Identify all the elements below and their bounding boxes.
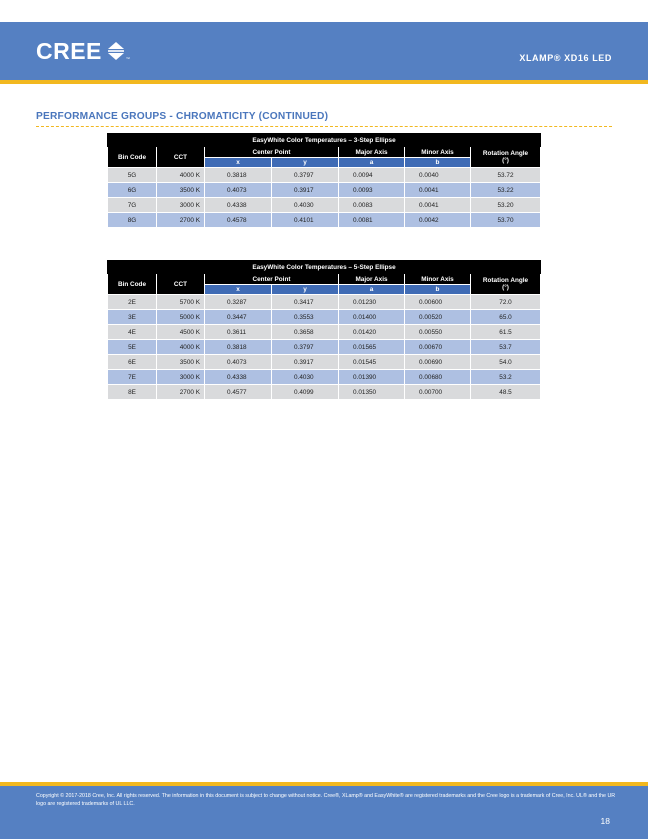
cct-cell: 3500 K [157,183,205,198]
three-step-ellipse-table [107,133,541,228]
bin-code-header: Bin Code [108,147,157,168]
bin-code-cell: 5G [108,168,157,183]
x-cell: 0.3287 [205,295,272,310]
header-accent-stripe [0,80,648,84]
a-header: a [339,285,405,295]
logo-trademark: ™ [125,56,130,61]
a-cell: 0.0083 [339,198,405,213]
cct-cell: 4500 K [157,325,205,340]
a-cell: 0.01545 [339,355,405,370]
rotation-angle-cell: 53.2 [471,370,541,385]
b-header: b [405,158,471,168]
bin-code-cell: 2E [108,295,157,310]
a-cell: 0.01230 [339,295,405,310]
y-cell: 0.3797 [272,340,339,355]
x-cell: 0.3818 [205,340,272,355]
rotation-angle-cell: 65.0 [471,310,541,325]
table-row [108,385,541,400]
five-step-ellipse-table [107,260,541,400]
y-cell: 0.4099 [272,385,339,400]
table-row [108,183,541,198]
x-cell: 0.3611 [205,325,272,340]
a-cell: 0.01565 [339,340,405,355]
table-row [108,198,541,213]
b-cell: 0.0041 [405,183,471,198]
b-header: b [405,285,471,295]
y-cell: 0.3917 [272,355,339,370]
cct-cell: 3000 K [157,370,205,385]
rotation-angle-cell: 48.5 [471,385,541,400]
x-cell: 0.4578 [205,213,272,228]
cct-header: CCT [157,147,205,168]
bin-code-cell: 3E [108,310,157,325]
rotation-angle-unit: (°) [502,284,509,291]
y-cell: 0.3797 [272,168,339,183]
bin-code-cell: 8G [108,213,157,228]
y-cell: 0.3917 [272,183,339,198]
rotation-angle-cell: 54.0 [471,355,541,370]
bin-code-cell: 7G [108,198,157,213]
bin-code-header: Bin Code [108,274,157,295]
cree-logo [36,38,130,64]
table-row [108,370,541,385]
b-cell: 0.0040 [405,168,471,183]
a-cell: 0.01350 [339,385,405,400]
bin-code-cell: 6E [108,355,157,370]
a-cell: 0.01400 [339,310,405,325]
a-header: a [339,158,405,168]
x-cell: 0.4073 [205,355,272,370]
b-cell: 0.00520 [405,310,471,325]
y-header: y [272,285,339,295]
a-cell: 0.0081 [339,213,405,228]
x-cell: 0.4338 [205,198,272,213]
rotation-angle-cell: 53.22 [471,183,541,198]
rotation-angle-cell: 53.70 [471,213,541,228]
table-row [108,295,541,310]
table-row [108,213,541,228]
rotation-angle-header [471,274,541,295]
x-cell: 0.4338 [205,370,272,385]
rotation-angle-cell: 53.72 [471,168,541,183]
bin-code-cell: 7E [108,370,157,385]
cct-cell: 5000 K [157,310,205,325]
cct-cell: 2700 K [157,213,205,228]
x-cell: 0.4073 [205,183,272,198]
x-header: x [205,285,272,295]
a-cell: 0.0093 [339,183,405,198]
table-row [108,340,541,355]
table-row [108,168,541,183]
cct-cell: 5700 K [157,295,205,310]
rotation-angle-cell: 72.0 [471,295,541,310]
table-row [108,325,541,340]
bin-code-cell: 4E [108,325,157,340]
cct-cell: 4000 K [157,340,205,355]
table-title: EasyWhite Color Temperatures – 5-Step Ellipse [108,261,541,274]
b-cell: 0.00700 [405,385,471,400]
table-row [108,355,541,370]
a-cell: 0.01420 [339,325,405,340]
cct-cell: 3500 K [157,355,205,370]
rotation-angle-label: Rotation Angle [482,277,529,284]
x-cell: 0.3818 [205,168,272,183]
cct-cell: 2700 K [157,385,205,400]
table-title: EasyWhite Color Temperatures – 3-Step Ellipse [108,134,541,147]
y-cell: 0.4030 [272,198,339,213]
y-cell: 0.3658 [272,325,339,340]
rotation-angle-header [471,147,541,168]
section-title: PERFORMANCE GROUPS - CHROMATICITY (CONTINUED) [36,111,329,122]
bin-code-cell: 8E [108,385,157,400]
product-name: XLAMP® XD16 LED [519,53,612,63]
center-point-header: Center Point [205,147,339,158]
b-cell: 0.00690 [405,355,471,370]
y-cell: 0.4030 [272,370,339,385]
x-cell: 0.3447 [205,310,272,325]
b-cell: 0.0042 [405,213,471,228]
logo-text: CREE [36,38,102,64]
rotation-angle-unit: (°) [502,157,509,164]
bin-code-cell: 5E [108,340,157,355]
cct-cell: 4000 K [157,168,205,183]
b-cell: 0.00550 [405,325,471,340]
section-divider [36,126,612,127]
rotation-angle-label: Rotation Angle [482,150,529,157]
y-cell: 0.3417 [272,295,339,310]
rotation-angle-cell: 53.20 [471,198,541,213]
rotation-angle-cell: 61.5 [471,325,541,340]
minor-axis-header: Minor Axis [405,274,471,285]
minor-axis-header: Minor Axis [405,147,471,158]
a-cell: 0.0094 [339,168,405,183]
b-cell: 0.00600 [405,295,471,310]
bin-code-cell: 6G [108,183,157,198]
center-point-header: Center Point [205,274,339,285]
b-cell: 0.00680 [405,370,471,385]
major-axis-header: Major Axis [339,274,405,285]
y-cell: 0.4101 [272,213,339,228]
y-header: y [272,158,339,168]
cct-cell: 3000 K [157,198,205,213]
rotation-angle-cell: 53.7 [471,340,541,355]
table-row [108,310,541,325]
a-cell: 0.01390 [339,370,405,385]
page-number: 18 [600,816,610,826]
b-cell: 0.0041 [405,198,471,213]
b-cell: 0.00670 [405,340,471,355]
x-header: x [205,158,272,168]
y-cell: 0.3553 [272,310,339,325]
cct-header: CCT [157,274,205,295]
copyright-notice: Copyright © 2017-2018 Cree, Inc. All rights reserved. The information in this document is subject to change without notice. Cree®, XLamp® and EasyWhite® are registered trademarks and the Cree logo is a trademark of Cree, Inc. UL® and the UR logo are registered trademarks of UL LLC. [36,793,616,807]
cree-logo-mark-icon [107,41,125,61]
x-cell: 0.4577 [205,385,272,400]
major-axis-header: Major Axis [339,147,405,158]
